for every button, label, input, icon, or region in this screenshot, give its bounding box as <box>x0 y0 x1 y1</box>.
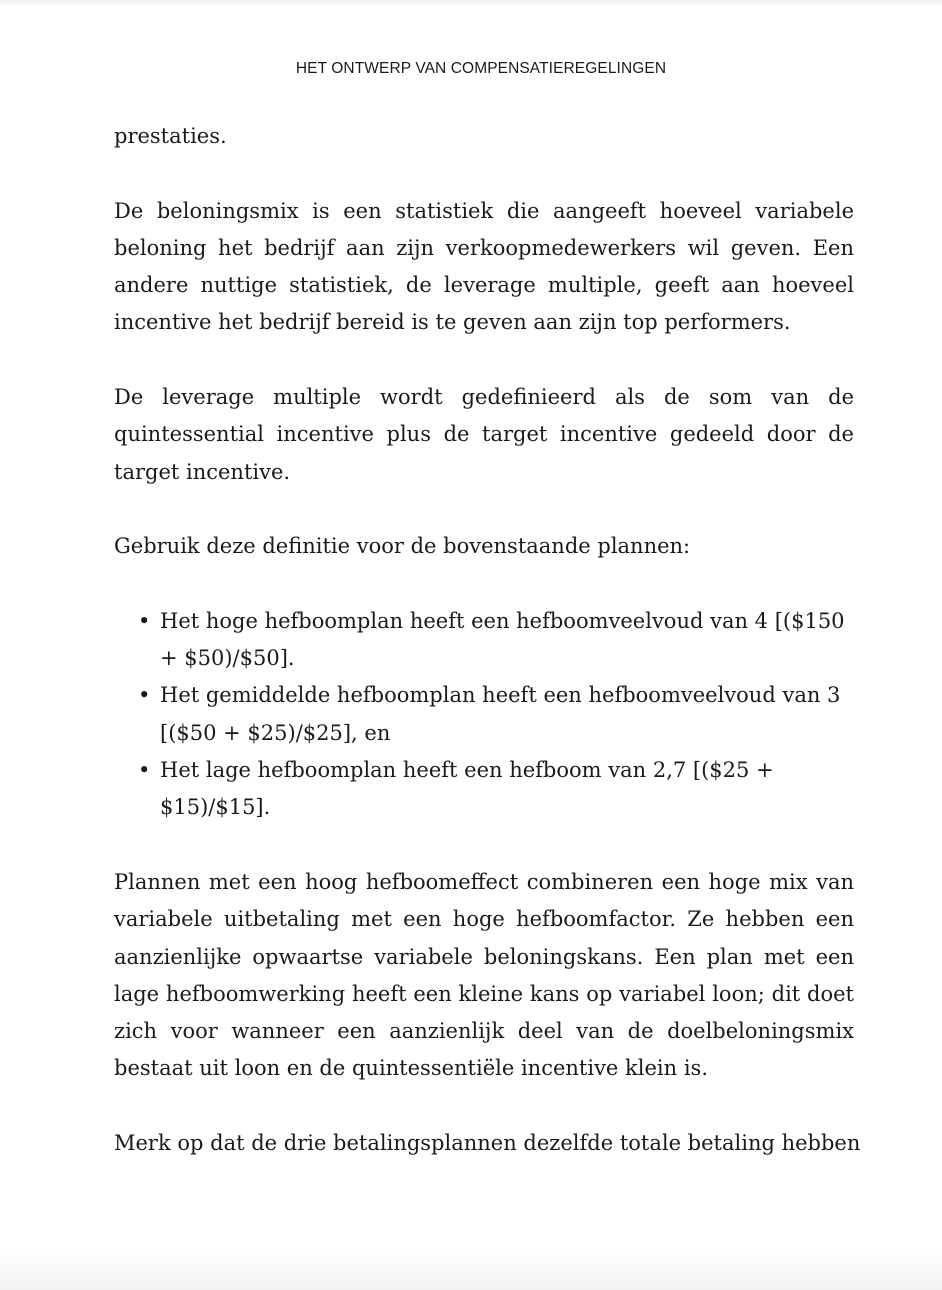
list-item-high-leverage: • Het hoge hefboomplan heeft een hefboomveelvoud van 4 [($150 + $50)/$50]. <box>160 603 854 678</box>
leverage-plan-list <box>114 603 854 827</box>
paragraph-continuation: prestaties. <box>114 124 227 148</box>
paragraph-reward-mix: De beloningsmix is een statistiek die aangeeft hoeveel variabele beloning het bedrijf aan zijn verkoopmedewerkers wil geven. Een andere nuttige statistiek, de leverage multiple, geeft aan hoeveel incentive het bedrijf bereid is te geven aan zijn top performers. <box>114 198 854 335</box>
page-top-edge <box>0 0 942 6</box>
running-header: HET ONTWERP VAN COMPENSATIEREGELINGEN <box>295 60 667 77</box>
list-item-medium-leverage: • Het gemiddelde hefboomplan heeft een hefboomveelvoud van 3 [($50 + $25)/$25], en <box>160 677 854 752</box>
list-item-low-leverage: • Het lage hefboomplan heeft een hefboom van 2,7 [($25 + $15)/$15]. <box>160 752 854 827</box>
document-body <box>114 118 861 1200</box>
page-bottom-edge <box>0 1250 942 1290</box>
paragraph-leverage-effects: Plannen met een hoog hefboomeffect combineren een hoge mix van variabele uitbetaling met een hoge hefboomfactor. Ze hebben een aanzienlijke opwaartse variabele beloningskans. Een plan met een lage hefboomwerking heeft een kleine kans op variabel loon; dit doet zich voor wanneer een aanzienlijk deel van de doelbeloningsmix bestaat uit loon en de quintessentiële incentive klein is. <box>114 869 854 1081</box>
paragraph-leverage-definition: De leverage multiple wordt gedefinieerd als de som van de quintessential incentive plus de target incentive gedeeld door de target incentive. <box>114 385 854 484</box>
paragraph-apply-definition: Gebruik deze definitie voor de bovenstaande plannen: <box>114 534 691 559</box>
paragraph-payment-plans: Merk op dat de drie betalingsplannen dezelfde totale betaling hebben <box>114 1131 861 1156</box>
